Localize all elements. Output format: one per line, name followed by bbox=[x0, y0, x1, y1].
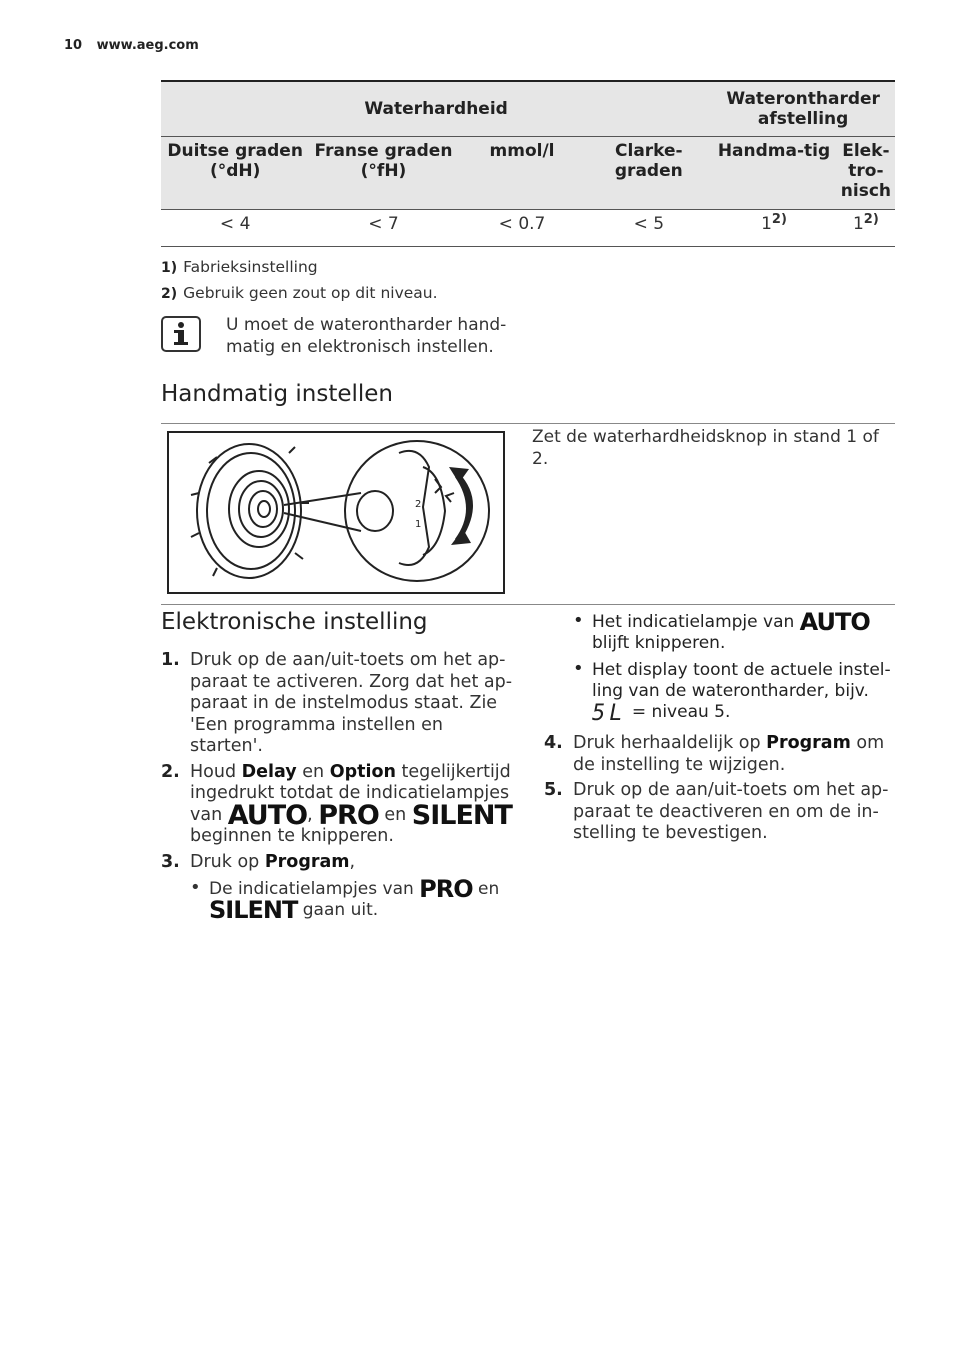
page-number: 10 bbox=[64, 38, 83, 53]
step-text: Houd bbox=[190, 761, 242, 782]
cell-manual-value: 1 bbox=[761, 214, 772, 234]
list-item bbox=[161, 762, 516, 848]
silent-symbol-icon: SILENT bbox=[411, 799, 512, 831]
footnote-text: Fabrieksinstelling bbox=[183, 258, 318, 276]
page-header bbox=[64, 38, 199, 53]
step-number: 1. bbox=[161, 650, 180, 670]
footnote-text: Gebruik geen zout op dit niveau. bbox=[183, 284, 438, 302]
section-title-manual: Handmatig instellen bbox=[161, 381, 394, 407]
step-text: Druk herhaaldelijk op bbox=[573, 733, 767, 753]
site-url: www.aeg.com bbox=[96, 38, 199, 53]
section-title-electronic: Elektronische instelling bbox=[161, 609, 428, 635]
bullet-text: gaan uit. bbox=[297, 900, 379, 920]
list-item bbox=[573, 660, 893, 724]
bullet-text: blijft knipperen. bbox=[592, 633, 726, 653]
step-number: 5. bbox=[544, 780, 563, 800]
bullet-text: en bbox=[472, 879, 500, 899]
step-text: om de instelling te wijzigen. bbox=[573, 733, 885, 775]
col-header-electronic: Elek-tro-nisch bbox=[837, 137, 895, 210]
step-text: Druk op bbox=[190, 851, 265, 872]
list-item bbox=[573, 608, 893, 654]
footnote-ref: 2) bbox=[863, 212, 879, 227]
dial-label-1: 1 bbox=[415, 519, 422, 530]
cell-dh: < 4 bbox=[161, 210, 309, 247]
cell-mmol: < 0.7 bbox=[458, 210, 587, 247]
col-header-manual: Handma-tig bbox=[711, 137, 837, 210]
group-header-softener: Waterontharder afstelling bbox=[711, 81, 895, 137]
cell-electronic-value: 1 bbox=[852, 214, 864, 234]
step-text: , bbox=[349, 851, 356, 872]
info-note: U moet de waterontharder hand-matig en elektronisch instellen. bbox=[226, 315, 507, 357]
silent-symbol-icon: SILENT bbox=[209, 896, 298, 924]
divider bbox=[161, 604, 895, 605]
bullets-right bbox=[573, 608, 893, 730]
group-header-hardness: Waterhardheid bbox=[161, 81, 711, 137]
auto-symbol-icon: AUTO bbox=[799, 608, 870, 636]
cell-manual bbox=[711, 210, 837, 247]
dial-illustration bbox=[167, 431, 505, 594]
step-text: , bbox=[307, 804, 319, 825]
manual-caption: Zet de waterhardheidsknop in stand 1 of 2. bbox=[532, 427, 879, 469]
step-number: 3. bbox=[161, 851, 180, 872]
key-program: Program bbox=[264, 851, 350, 872]
dial-label-2: 2 bbox=[415, 499, 422, 510]
footnote-ref: 2) bbox=[771, 212, 787, 227]
footnote-1 bbox=[161, 258, 318, 276]
key-program: Program bbox=[766, 733, 851, 753]
footnote-mark: 2) bbox=[161, 286, 178, 302]
auto-symbol-icon: AUTO bbox=[227, 799, 308, 831]
list-item bbox=[544, 780, 894, 845]
col-header-mmol: mmol/l bbox=[458, 137, 587, 210]
step-text: en bbox=[296, 761, 330, 782]
list-item bbox=[161, 852, 516, 922]
step-number: 4. bbox=[544, 733, 563, 753]
list-item bbox=[544, 733, 894, 776]
key-option: Option bbox=[329, 761, 396, 782]
bullet-text: Het indicatielampje van bbox=[592, 612, 800, 632]
bullet-text: = niveau 5. bbox=[626, 702, 731, 722]
bullet-list bbox=[190, 875, 516, 924]
key-delay: Delay bbox=[241, 761, 297, 782]
step-text: tegelijkertijd ingedrukt totdat de indicatielampjes van bbox=[190, 761, 511, 825]
water-hardness-table bbox=[161, 80, 895, 247]
col-header-dh: Duitse graden (°dH) bbox=[161, 137, 309, 210]
list-item bbox=[190, 875, 516, 924]
step-text: en bbox=[378, 804, 412, 825]
list-item bbox=[161, 650, 516, 758]
info-icon bbox=[161, 316, 201, 352]
display-readout: 5L bbox=[592, 701, 627, 726]
bullet-list bbox=[573, 608, 893, 726]
footnote-2 bbox=[161, 284, 438, 302]
pro-symbol-icon: PRO bbox=[318, 799, 379, 831]
bullet-text: De indicatielampjes van bbox=[209, 879, 420, 899]
step-number: 2. bbox=[161, 761, 180, 782]
col-header-clarke: Clarke-graden bbox=[586, 137, 711, 210]
steps-left bbox=[161, 650, 516, 927]
step-text: Druk op de aan/uit-toets om het ap-paraat te deactiveren en om de in-stelling te bevestigen. bbox=[573, 780, 889, 843]
pro-symbol-icon: PRO bbox=[419, 875, 473, 903]
footnote-mark: 1) bbox=[161, 260, 178, 276]
col-header-fh: Franse graden (°fH) bbox=[309, 137, 457, 210]
cell-electronic bbox=[837, 210, 895, 247]
cell-fh: < 7 bbox=[309, 210, 457, 247]
step-text: Druk op de aan/uit-toets om het ap-paraat te activeren. Zorg dat het ap-paraat in de instelmodus staat. Zie 'Een programma instellen en starten'. bbox=[190, 650, 513, 756]
steps-right bbox=[544, 733, 894, 849]
table-row bbox=[161, 210, 895, 247]
step-text: beginnen te knipperen. bbox=[190, 826, 394, 846]
cell-clarke: < 5 bbox=[586, 210, 711, 247]
bullet-text: Het display toont de actuele instel-ling van de waterontharder, bijv. bbox=[592, 660, 891, 701]
divider bbox=[161, 423, 895, 424]
